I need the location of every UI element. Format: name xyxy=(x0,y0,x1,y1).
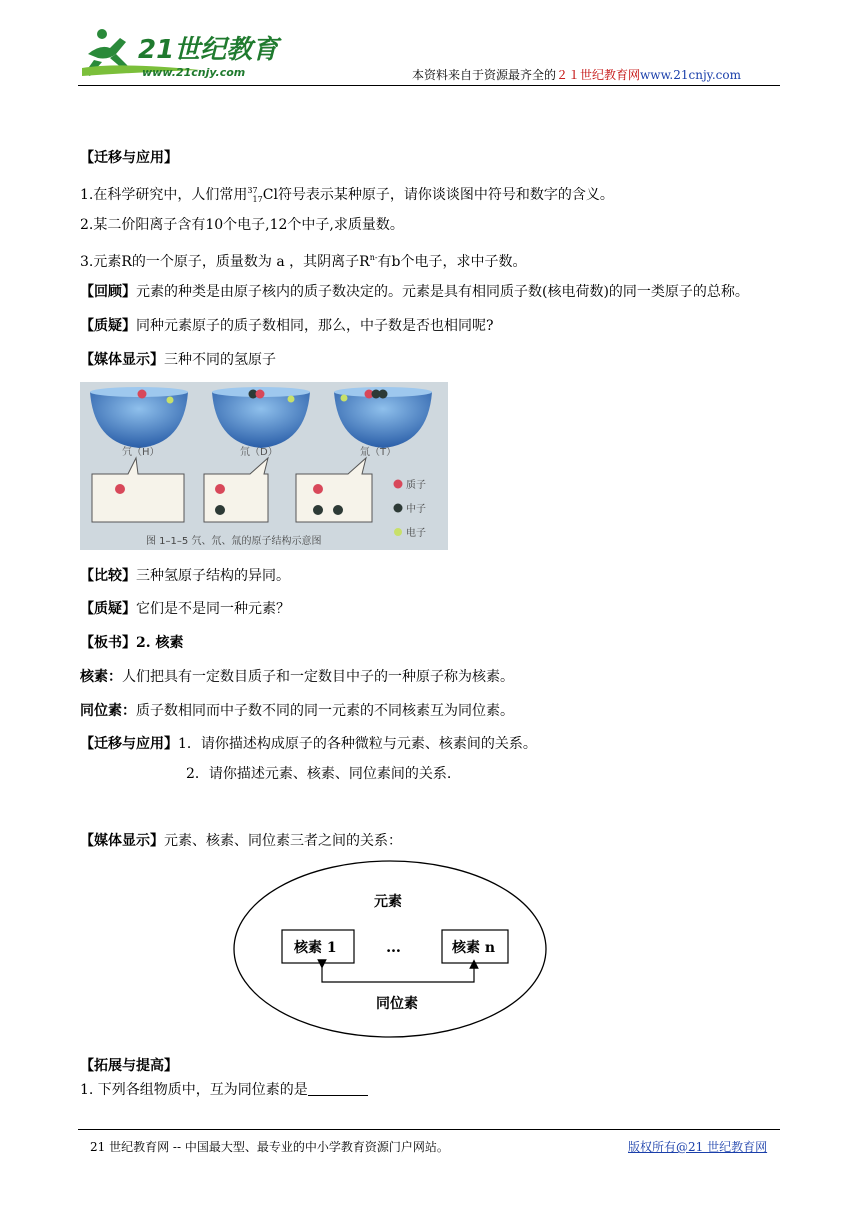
answer-blank[interactable] xyxy=(308,1081,368,1096)
proton-h xyxy=(115,484,125,494)
element-nuclide-isotope-diagram xyxy=(232,860,548,1040)
neutron-t-1 xyxy=(313,505,323,515)
callout-h xyxy=(92,458,184,522)
site-logo xyxy=(80,20,290,82)
review-paragraph xyxy=(80,282,749,302)
section-transfer-title: 【迁移与应用】 xyxy=(80,150,178,166)
question-2: 2.某二价阳离子含有10个电子,12个中子,求质量数。 xyxy=(80,217,404,233)
extension-question-1: 1. 下列各组物质中，互为同位素的是 xyxy=(80,1080,368,1100)
logo-url: www.21cnjy.com xyxy=(142,66,246,79)
isotope-arrow xyxy=(322,964,474,982)
neutron-t-2 xyxy=(333,505,343,515)
header-note-link[interactable]: www.21cnjy.com xyxy=(640,68,741,82)
header-note-site: ２１世纪教育网 xyxy=(556,68,641,82)
legend-electron: 电子 xyxy=(406,528,426,539)
header-note xyxy=(412,66,741,83)
query-paragraph-1: 【质疑】同种元素原子的质子数相同，那么，中子数是否也相同呢? xyxy=(80,318,494,334)
label-tritium: 氚（T） xyxy=(360,447,397,458)
review-label: 【回顾】 xyxy=(80,284,136,300)
nuclide-definition: 核素：人们把具有一定数目质子和一定数目中子的一种原子称为核素。 xyxy=(80,669,514,685)
proton-d-top xyxy=(256,390,265,399)
proton-h-top xyxy=(138,390,147,399)
footer-copyright-link[interactable]: 版权所有@21 世纪教育网 xyxy=(628,1140,768,1154)
electron-t-top xyxy=(341,395,348,402)
label-deuterium: 氘（D） xyxy=(240,447,278,458)
legend-electron-icon xyxy=(394,528,402,536)
extension-title: 【拓展与提高】 xyxy=(80,1058,178,1074)
element-symbol: Cl xyxy=(262,187,278,203)
legend-proton-icon xyxy=(394,480,403,489)
footer-divider xyxy=(78,1129,780,1130)
query-paragraph-2: 【质疑】它们是不是同一种元素？ xyxy=(80,601,290,617)
element-label: 元素 xyxy=(374,894,402,910)
nuclide-1-label: 核素 1 xyxy=(294,940,337,956)
label-protium: 氕（H） xyxy=(122,447,160,458)
legend-neutron: 中子 xyxy=(406,504,426,515)
ellipsis-label: … xyxy=(386,938,401,956)
atomic-number: 17 xyxy=(252,195,263,204)
electron-d-top xyxy=(288,396,295,403)
header-note-prefix: 本资料来自于资源最齐全的 xyxy=(412,68,557,82)
legend-proton: 质子 xyxy=(406,480,426,491)
neutron-d xyxy=(215,505,225,515)
header-divider xyxy=(78,85,780,86)
proton-d xyxy=(215,484,225,494)
application-paragraph-2: 【迁移与应用】1．请你描述构成原子的各种微粒与元素、核素间的关系。 xyxy=(80,736,537,752)
board-paragraph: 【板书】2. 核素 xyxy=(80,635,184,651)
isotope-label: 同位素 xyxy=(376,996,418,1012)
callout-d xyxy=(204,458,268,522)
neutron-t-top-2 xyxy=(379,390,388,399)
legend-neutron-icon xyxy=(394,504,403,513)
media-paragraph-2: 【媒体显示】元素、核素、同位素三者之间的关系： xyxy=(80,833,402,849)
compare-paragraph: 【比较】三种氢原子结构的异同。 xyxy=(80,568,290,584)
hydrogen-isotopes-figure xyxy=(80,382,448,550)
electron-h-top xyxy=(167,397,174,404)
nuclide-n-label: 核素 n xyxy=(452,940,496,956)
question-1: 1.在科学研究中，人们常用$^{37}_{17}$Cl符号表示某种原子，请你谈谈图中符号和数字的含义。 xyxy=(80,186,614,204)
footer-site-description: 21 世纪教育网 -- 中国最大型、最专业的中小学教育资源门户网站。 xyxy=(90,1140,449,1154)
mass-number: 37 xyxy=(247,186,258,195)
logo-text: 21世纪教育 xyxy=(138,35,279,65)
figure-caption: 图 1–1–5 氕、氘、氚的原子结构示意图 xyxy=(146,536,322,547)
application-question-2: 2．请你描述元素、核素、同位素间的关系. xyxy=(186,766,452,782)
question-3: 3.元素R的一个原子，质量数为 a ，其阴离子$R^{n-}$有b个电子，求中子数。 xyxy=(80,253,527,270)
media-paragraph-1: 【媒体显示】三种不同的氢原子 xyxy=(80,352,276,368)
ion-charge: n- xyxy=(369,253,378,262)
review-text: 元素的种类是由原子核内的质子数决定的。元素是具有相同质子数(核电荷数)的同一类原子的总称。 xyxy=(136,284,749,300)
proton-t xyxy=(313,484,323,494)
isotope-definition: 同位素：质子数相同而中子数不同的同一元素的不同核素互为同位素。 xyxy=(80,703,514,719)
